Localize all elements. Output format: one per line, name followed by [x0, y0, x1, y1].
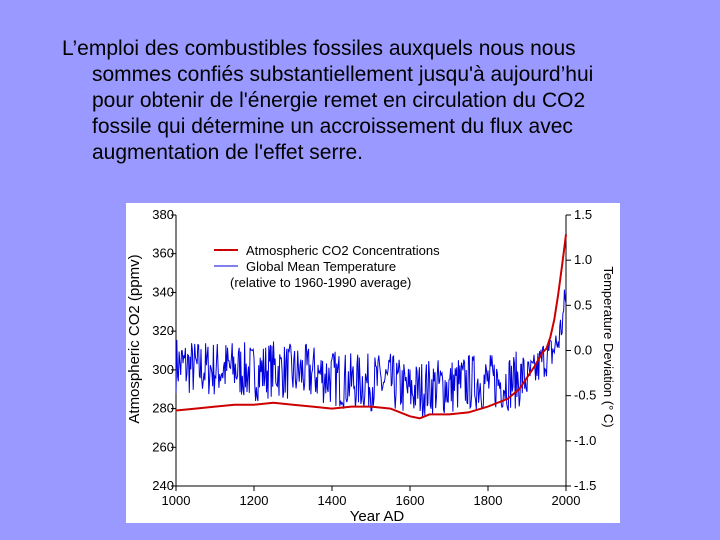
legend-label-temperature: Global Mean Temperature — [246, 259, 397, 274]
left-y-tick-label: 360 — [152, 245, 174, 261]
x-tick-label: 1600 — [395, 493, 425, 508]
paragraph-line-2: sommes confiés substantiellement jusqu'à aujourd’hui — [92, 63, 594, 86]
slide-paragraph — [62, 36, 682, 166]
right-y-tick-label: 1.0 — [574, 252, 593, 268]
right-y-tick-label: -1.0 — [574, 432, 597, 448]
x-axis-label: Year AD — [349, 508, 405, 523]
left-y-tick-label: 380 — [152, 207, 174, 222]
right-y-tick-label: -0.5 — [574, 387, 597, 403]
paragraph-line-3: pour obtenir de l'énergie remet en circulation du CO2 — [92, 89, 586, 112]
left-y-tick-label: 260 — [152, 439, 174, 455]
right-y-tick-label: 1.5 — [574, 207, 593, 222]
paragraph-line-5: augmentation de l'effet serre. — [92, 141, 363, 164]
chart-panel — [126, 203, 620, 523]
left-y-axis-label: Atmospheric CO2 (ppmv) — [126, 254, 143, 424]
x-tick-label: 1800 — [473, 493, 503, 508]
right-y-tick-label: 0.0 — [574, 342, 593, 358]
right-y-axis-label: Temperature Deviation (° C) — [601, 266, 616, 428]
chart-legend — [214, 243, 440, 290]
co2-temperature-chart — [126, 203, 620, 523]
x-tick-label: 1400 — [317, 493, 347, 508]
left-y-tick-label: 340 — [152, 284, 174, 300]
left-y-tick-label: 280 — [152, 400, 174, 416]
left-y-tick-label: 320 — [152, 323, 174, 339]
left-y-tick-label: 300 — [152, 361, 174, 377]
right-y-tick-label: -1.5 — [574, 478, 597, 493]
x-tick-label: 1000 — [161, 493, 191, 508]
x-tick-label: 2000 — [551, 493, 581, 508]
legend-label-co2: Atmospheric CO2 Concentrations — [246, 243, 440, 258]
legend-note: (relative to 1960-1990 average) — [230, 275, 412, 290]
x-tick-label: 1200 — [239, 493, 269, 508]
paragraph-line-1: L’emploi des combustibles fossiles auxquels nous nous — [62, 37, 576, 60]
left-y-tick-label: 240 — [152, 478, 174, 493]
paragraph-line-4: fossile qui détermine un accroissement du flux avec — [92, 115, 573, 138]
right-y-tick-label: 0.5 — [574, 297, 593, 313]
